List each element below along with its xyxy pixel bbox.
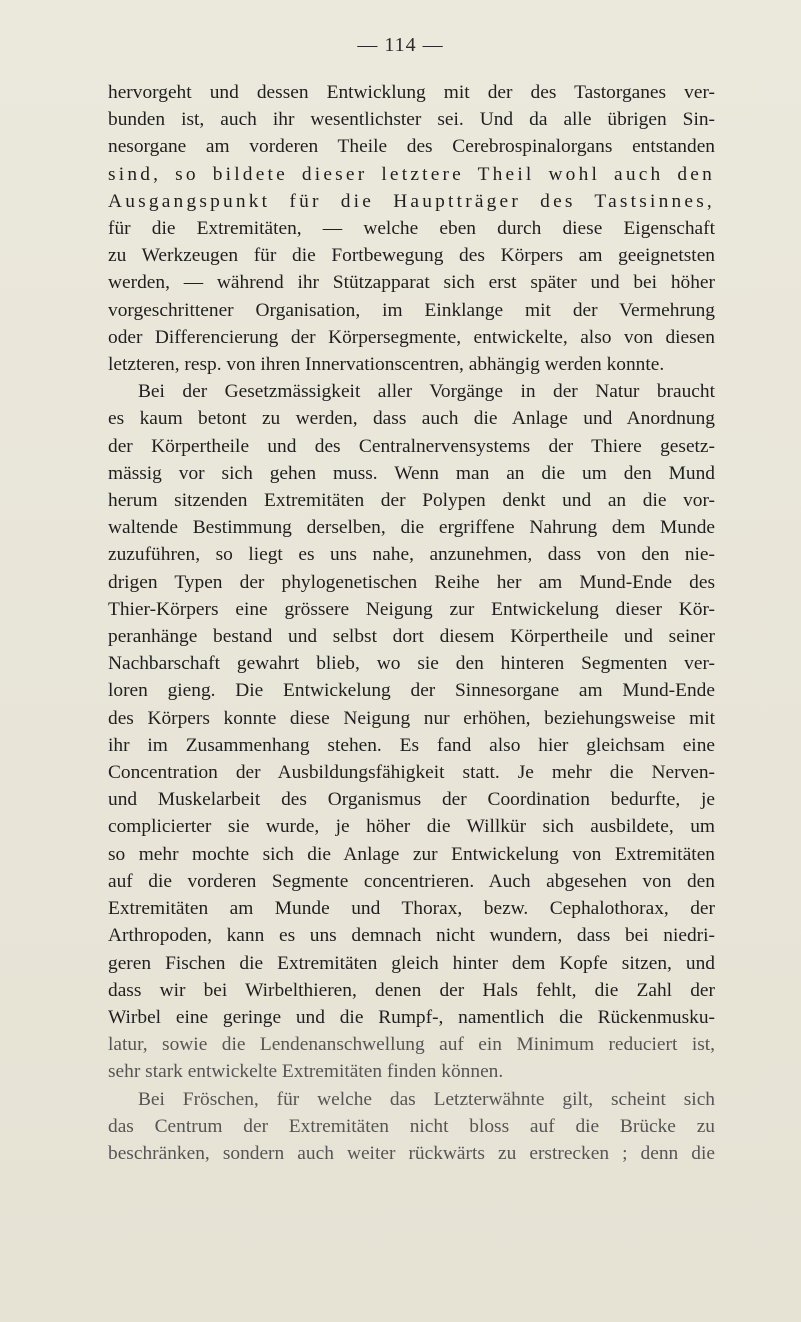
text-line: geren Fischen die Extremitäten gleich hinter dem Kopfe sitzen, und bbox=[108, 952, 715, 974]
text-line: zu Werkzeugen für die Fortbewegung des Körpers am geeignetsten bbox=[108, 245, 715, 267]
body-text bbox=[108, 79, 715, 1167]
text-line: letzteren, resp. von ihren Innervationscentren, abhängig werden konnte. bbox=[108, 354, 665, 376]
text-line: und Muskelarbeit des Organismus der Coordination bedurfte, je bbox=[108, 789, 715, 811]
text-line: Thier-Körpers eine grössere Neigung zur Entwickelung dieser Kör- bbox=[108, 598, 715, 620]
text-line: Extremitäten am Munde und Thorax, bezw. Cephalothorax, der bbox=[108, 898, 715, 920]
text-line: beschränken, sondern auch weiter rückwärts zu erstrecken ; denn die bbox=[108, 1142, 715, 1164]
text-line: sind, so bildete dieser letztere Theil wohl auch den bbox=[108, 163, 715, 185]
text-line: vorgeschrittener Organisation, im Einklange mit der Vermehrung bbox=[108, 299, 715, 321]
text-line: drigen Typen der phylogenetischen Reihe her am Mund-Ende des bbox=[108, 571, 715, 593]
text-line: complicierter sie wurde, je höher die Willkür sich ausbildete, um bbox=[108, 816, 715, 838]
text-line: zuzuführen, so liegt es uns nahe, anzunehmen, dass von den nie- bbox=[108, 544, 715, 566]
text-line: herum sitzenden Extremitäten der Polypen denkt und an die vor- bbox=[108, 490, 715, 512]
text-line: latur, sowie die Lendenanschwellung auf ein Minimum reduciert ist, bbox=[108, 1034, 715, 1056]
text-line: das Centrum der Extremitäten nicht bloss auf die Brücke zu bbox=[108, 1115, 715, 1137]
page-number: — 114 — bbox=[357, 34, 444, 56]
text-line: nesorgane am vorderen Theile des Cerebrospinalorgans entstanden bbox=[108, 136, 715, 158]
text-line: es kaum betont zu werden, dass auch die Anlage und Anordnung bbox=[108, 408, 715, 430]
text-line: für die Extremitäten, — welche eben durch diese Eigenschaft bbox=[108, 218, 715, 240]
text-line: Arthropoden, kann es uns demnach nicht wundern, dass bei niedri- bbox=[108, 925, 715, 947]
text-line: auf die vorderen Segmente concentrieren. Auch abgesehen von den bbox=[108, 870, 715, 892]
text-line: mässig vor sich gehen muss. Wenn man an die um den Mund bbox=[108, 462, 715, 484]
text-line: so mehr mochte sich die Anlage zur Entwickelung von Extremitäten bbox=[108, 843, 715, 865]
text-line: Bei Fröschen, für welche das Letzterwähnte gilt, scheint sich bbox=[138, 1088, 715, 1110]
text-line: Concentration der Ausbildungsfähigkeit statt. Je mehr die Nerven- bbox=[108, 762, 715, 784]
text-line: oder Differencierung der Körpersegmente, entwickelte, also von diesen bbox=[108, 326, 715, 348]
text-line: bunden ist, auch ihr wesentlichster sei. Und da alle übrigen Sin- bbox=[108, 109, 715, 131]
text-line: sehr stark entwickelte Extremitäten finden können. bbox=[108, 1061, 504, 1083]
text-line: dass wir bei Wirbelthieren, denen der Hals fehlt, die Zahl der bbox=[108, 979, 715, 1001]
text-line: des Körpers konnte diese Neigung nur erhöhen, beziehungsweise mit bbox=[108, 707, 715, 729]
text-line: Nachbarschaft gewahrt blieb, wo sie den hinteren Segmenten ver- bbox=[108, 653, 715, 675]
text-line: peranhänge bestand und selbst dort diesem Körpertheile und seiner bbox=[108, 626, 715, 648]
text-line: Bei der Gesetzmässigkeit aller Vorgänge in der Natur braucht bbox=[138, 381, 715, 403]
text-line: waltende Bestimmung derselben, die ergriffene Nahrung dem Munde bbox=[108, 517, 715, 539]
text-line: ihr im Zusammenhang stehen. Es fand also hier gleichsam eine bbox=[108, 734, 715, 756]
text-line: der Körpertheile und des Centralnervensystems der Thiere gesetz- bbox=[108, 435, 715, 457]
text-line: loren gieng. Die Entwickelung der Sinnesorgane am Mund-Ende bbox=[108, 680, 715, 702]
text-line: werden, — während ihr Stützapparat sich erst später und bei höher bbox=[108, 272, 715, 294]
text-line: hervorgeht und dessen Entwicklung mit der des Tastorganes ver- bbox=[108, 82, 715, 103]
text-line: Ausgangspunkt für die Hauptträger des Tastsinnes, bbox=[108, 190, 715, 212]
text-line: Wirbel eine geringe und die Rumpf-, namentlich die Rückenmusku- bbox=[108, 1006, 715, 1028]
